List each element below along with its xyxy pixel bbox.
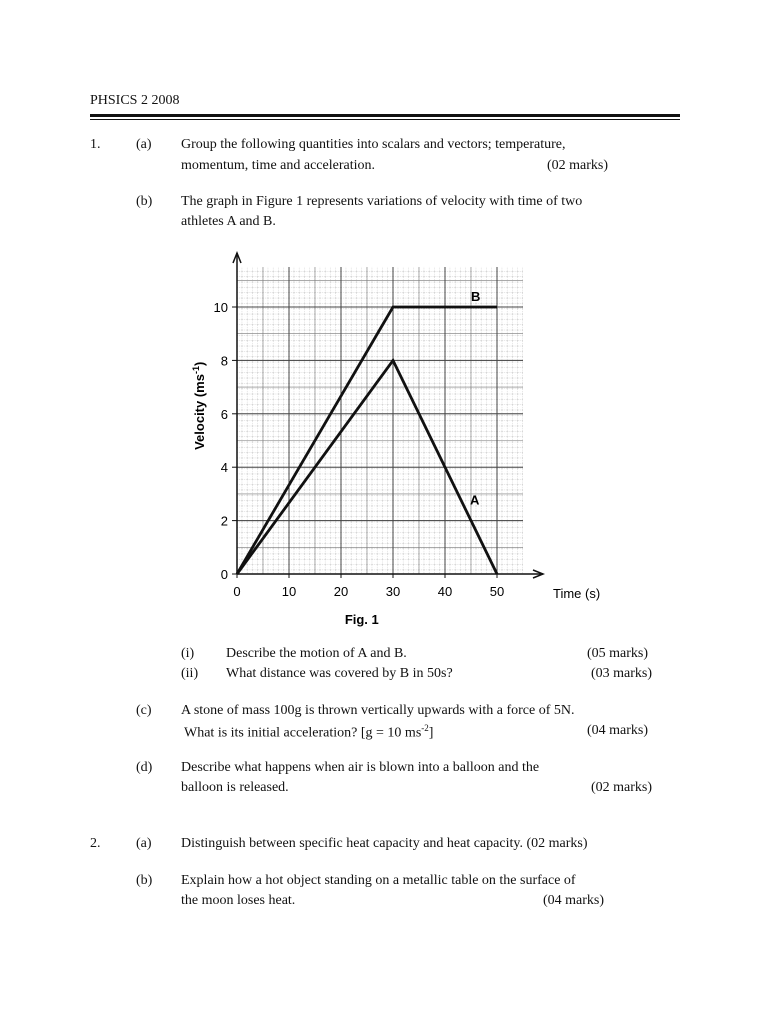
q1b-i-marks: (05 marks) bbox=[587, 646, 649, 661]
q2-number: 2. bbox=[90, 836, 101, 851]
q1b-i-label: (i) bbox=[181, 646, 195, 661]
q1b-text-line2: athletes A and B. bbox=[181, 214, 276, 229]
x-tick-label: 30 bbox=[385, 584, 401, 599]
q1d-text-line2: balloon is released. bbox=[181, 780, 289, 795]
q1c-text-line1: A stone of mass 100g is thrown vertically upwards with a force of 5N. bbox=[181, 703, 575, 718]
q2a-text: Distinguish between specific heat capacity and heat capacity. (02 marks) bbox=[181, 836, 588, 851]
q1a-marks: (02 marks) bbox=[547, 158, 609, 173]
q2b-text-line2: the moon loses heat. bbox=[181, 893, 296, 908]
chart-grid bbox=[237, 267, 523, 574]
y-tick-label: 2 bbox=[220, 513, 228, 529]
minor-grid bbox=[237, 267, 523, 574]
q2b-text-line1: Explain how a hot object standing on a metallic table on the surface of bbox=[181, 873, 576, 888]
q1c-marks: (04 marks) bbox=[587, 723, 649, 738]
velocity-time-graph bbox=[180, 245, 600, 635]
x-tick-label: 10 bbox=[281, 584, 297, 599]
q1c-label: (c) bbox=[136, 703, 152, 718]
y-axis-label: Velocity $(ms^{-1})$ bbox=[191, 361, 207, 450]
y-tick-label: 6 bbox=[220, 406, 228, 422]
x-axis-label: Time (s) bbox=[553, 586, 600, 601]
page-title: PHSICS 2 2008 bbox=[90, 93, 180, 108]
q1d-label: (d) bbox=[136, 760, 153, 775]
q1d-marks: (02 marks) bbox=[591, 780, 653, 795]
x-tick-label: 40 bbox=[437, 584, 453, 599]
x-tick-label: 50 bbox=[489, 584, 505, 599]
q1b-ii-marks: (03 marks) bbox=[591, 666, 653, 681]
x-tick-label: 20 bbox=[333, 584, 349, 599]
q2b-marks: (04 marks) bbox=[543, 893, 605, 908]
header-rule-thin bbox=[90, 119, 680, 120]
y-tick-label: 8 bbox=[220, 353, 228, 369]
q1b-i-text: Describe the motion of A and B. bbox=[226, 646, 407, 661]
q1b-ii-text: What distance was covered by B in 50s? bbox=[226, 666, 453, 681]
x-tick-label: 0 bbox=[233, 584, 241, 599]
q1c-text-line2: What is its initial acceleration? [g = 10 $ms^{-2}$] bbox=[184, 723, 434, 741]
q1a-text-line1: Group the following quantities into scalars and vectors; temperature, bbox=[181, 137, 566, 152]
series-label-a: A bbox=[469, 492, 480, 508]
figure-caption: Fig. 1 bbox=[344, 612, 379, 627]
series-label-b: B bbox=[471, 289, 481, 304]
y-tick-label: 10 bbox=[213, 300, 228, 315]
header-rule-thick bbox=[90, 114, 680, 117]
q2a-label: (a) bbox=[136, 836, 152, 851]
q2b-label: (b) bbox=[136, 873, 153, 888]
q1d-text-line1: Describe what happens when air is blown into a balloon and the bbox=[181, 760, 540, 775]
q1-number: 1. bbox=[90, 137, 101, 152]
q1a-text-line2: momentum, time and acceleration. bbox=[181, 158, 375, 173]
q1b-label: (b) bbox=[136, 194, 153, 209]
y-tick-label: 0 bbox=[220, 567, 228, 582]
q1b-ii-label: (ii) bbox=[181, 666, 199, 681]
y-tick-label: 4 bbox=[220, 460, 228, 476]
q1a-label: (a) bbox=[136, 137, 152, 152]
q1b-text-line1: The graph in Figure 1 represents variations of velocity with time of two bbox=[181, 194, 583, 209]
